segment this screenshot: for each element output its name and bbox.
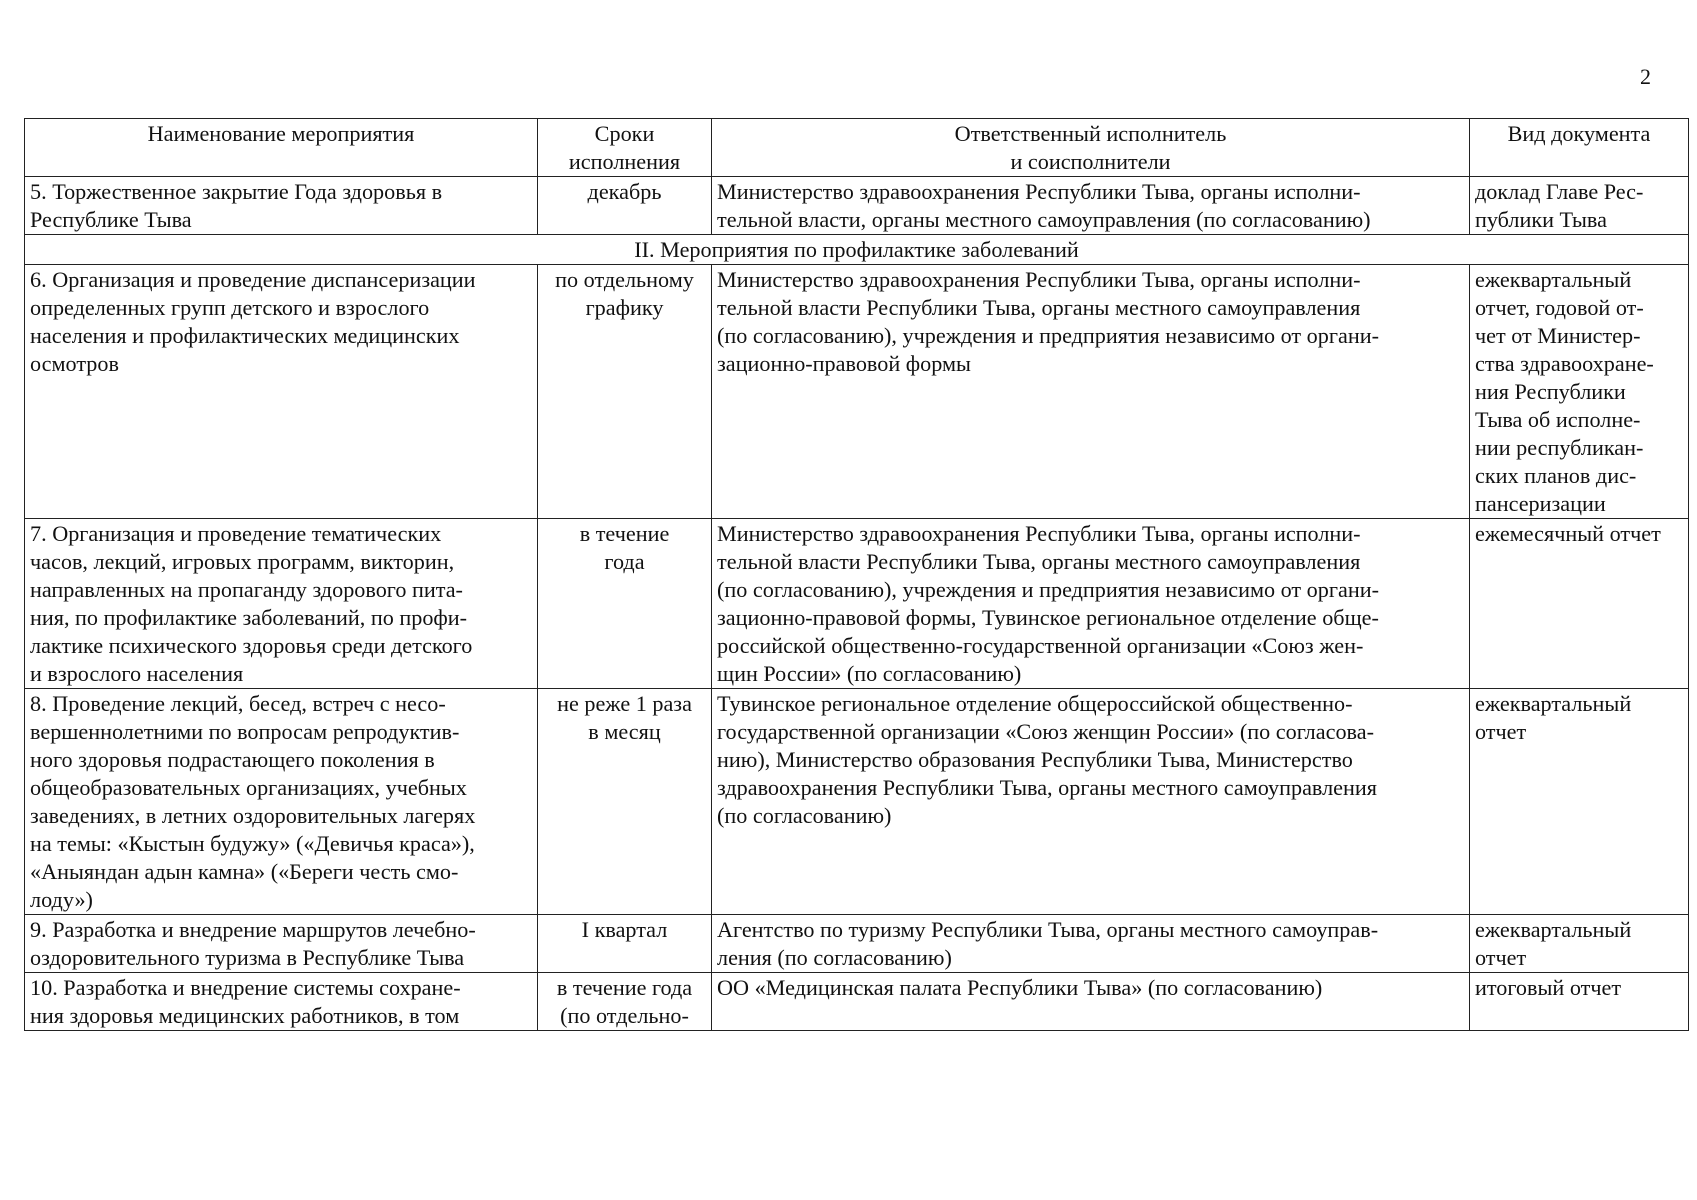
cell-name: 8. Проведение лекций, бесед, встреч с несо- вершеннолетними по вопросам репродуктив- ного здоровья подрастающего поколения в общеобразовательных организациях, учебных заведениях, в летних оздоровительных лагерях на темы: «Кыстын будужу» («Девичья краса»), «Аныяндан адын камна» («Береги честь смо- лоду») bbox=[25, 689, 538, 915]
cell-deadline: декабрь bbox=[538, 177, 712, 235]
cell-executor: Министерство здравоохранения Республики Тыва, органы исполни- тельной власти, органы местного самоуправления (по согласованию) bbox=[712, 177, 1470, 235]
table-row bbox=[25, 689, 1689, 915]
cell-document: ежеквартальный отчет bbox=[1470, 915, 1689, 973]
cell-document: итоговый отчет bbox=[1470, 973, 1689, 1031]
cell-document: доклад Главе Рес- публики Тыва bbox=[1470, 177, 1689, 235]
header-executor: Ответственный исполнитель и соисполнители bbox=[712, 119, 1470, 177]
section-row bbox=[25, 235, 1689, 265]
table-header-row bbox=[25, 119, 1689, 177]
cell-deadline: в течение года (по отдельно- bbox=[538, 973, 712, 1031]
cell-executor: Министерство здравоохранения Республики Тыва, органы исполни- тельной власти Республики Тыва, органы местного самоуправления (по согласованию), учреждения и предприятия независимо от органи- зационно-правовой формы, Тувинское региональное отделение обще- российской общественно-государственной организации «Союз жен- щин России» (по согласованию) bbox=[712, 519, 1470, 689]
cell-document: ежеквартальный отчет, годовой от- чет от Министер- ства здравоохране- ния Республики Тыва об исполне- нии республикан- ских планов дис- пансеризации bbox=[1470, 265, 1689, 519]
cell-deadline: в течение года bbox=[538, 519, 712, 689]
header-document: Вид документа bbox=[1470, 119, 1689, 177]
cell-name: 9. Разработка и внедрение маршрутов лечебно- оздоровительного туризма в Республике Тыва bbox=[25, 915, 538, 973]
cell-document: ежемесячный отчет bbox=[1470, 519, 1689, 689]
table-row bbox=[25, 519, 1689, 689]
cell-executor: Министерство здравоохранения Республики Тыва, органы исполни- тельной власти Республики Тыва, органы местного самоуправления (по согласованию), учреждения и предприятия независимо от органи- зационно-правовой формы bbox=[712, 265, 1470, 519]
cell-name: 7. Организация и проведение тематических часов, лекций, игровых программ, викторин, направленных на пропаганду здорового пита- ния, по профилактике заболеваний, по профи- лактике психического здоровья среди детского и взрослого населения bbox=[25, 519, 538, 689]
table-row bbox=[25, 973, 1689, 1031]
cell-deadline: не реже 1 раза в месяц bbox=[538, 689, 712, 915]
table-row bbox=[25, 915, 1689, 973]
cell-executor: ОО «Медицинская палата Республики Тыва» (по согласованию) bbox=[712, 973, 1470, 1031]
header-name: Наименование мероприятия bbox=[25, 119, 538, 177]
cell-deadline: I квартал bbox=[538, 915, 712, 973]
cell-executor: Агентство по туризму Республики Тыва, органы местного самоуправ- ления (по согласованию) bbox=[712, 915, 1470, 973]
table-row bbox=[25, 177, 1689, 235]
section-title: II. Мероприятия по профилактике заболеваний bbox=[25, 235, 1689, 265]
cell-deadline: по отдельному графику bbox=[538, 265, 712, 519]
table-row bbox=[25, 265, 1689, 519]
cell-document: ежеквартальный отчет bbox=[1470, 689, 1689, 915]
cell-name: 5. Торжественное закрытие Года здоровья в Республике Тыва bbox=[25, 177, 538, 235]
cell-name: 6. Организация и проведение диспансеризации определенных групп детского и взрослого населения и профилактических медицинских осмотров bbox=[25, 265, 538, 519]
action-plan-table bbox=[24, 118, 1689, 1031]
cell-name: 10. Разработка и внедрение системы сохране- ния здоровья медицинских работников, в том bbox=[25, 973, 538, 1031]
header-deadline: Сроки исполнения bbox=[538, 119, 712, 177]
cell-executor: Тувинское региональное отделение общероссийской общественно- государственной организации «Союз женщин России» (по согласова- нию), Министерство образования Республики Тыва, Министерство здравоохранения Республики Тыва, органы местного самоуправления (по согласованию) bbox=[712, 689, 1470, 915]
page-number: 2 bbox=[1640, 64, 1651, 89]
